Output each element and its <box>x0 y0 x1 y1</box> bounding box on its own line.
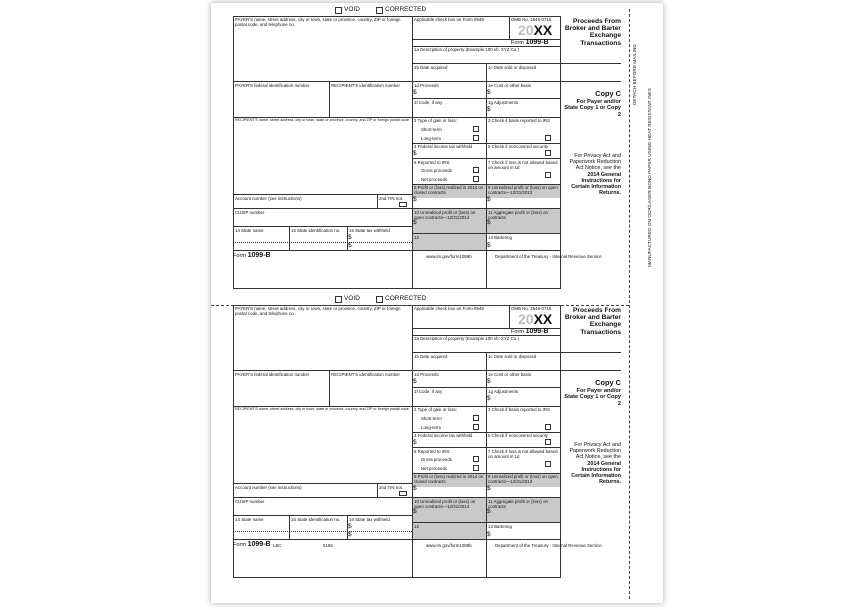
cusip-field[interactable] <box>234 215 411 225</box>
privacy-notice: For Privacy Act and Paperwork Reduction Act Notice, see the 2014 General Instructions for Certain Information Returns. <box>569 153 621 197</box>
void-checkbox[interactable] <box>335 296 342 303</box>
box-1e-label: 1e Cost or other basis <box>488 372 531 377</box>
payer-tin-field[interactable] <box>234 89 328 116</box>
lbc-label: LBC <box>273 543 282 548</box>
box-12-label: 12 <box>414 235 419 240</box>
omb-number: OMB No. 1545-0715 <box>511 17 552 22</box>
box-2-label: 2 Type of gain or loss: <box>414 118 457 123</box>
box-7-label: 7 Check if loss is not allowed based on amount in 1d <box>488 449 558 459</box>
box-5-checkbox[interactable] <box>545 439 551 445</box>
box-1b-field[interactable] <box>413 359 485 369</box>
box-10-label: 10 Unrealized profit or (loss) on open contracts—12/31/2014 <box>414 499 476 509</box>
box-7-checkbox[interactable] <box>545 461 551 467</box>
box-6-label: 6 Reported to IRS: <box>414 160 451 165</box>
gross-proceeds-label: Gross proceeds <box>421 457 452 462</box>
corrected-label: CORRECTED <box>385 295 427 302</box>
second-tin-checkbox[interactable] <box>399 491 407 496</box>
void-checkbox[interactable] <box>335 7 342 14</box>
net-proceeds-checkbox[interactable] <box>473 176 479 182</box>
footer-form-name: Form 1099-B <box>233 541 271 548</box>
form-sheet <box>211 3 663 603</box>
box-7-checkbox[interactable] <box>545 172 551 178</box>
box-1b-field[interactable] <box>413 70 485 80</box>
payer-tin-label: PAYER'S federal identification number <box>235 83 310 88</box>
form-name: Form 1099-B <box>511 39 549 46</box>
gross-proceeds-label: Gross proceeds <box>421 168 452 173</box>
box-3-label: 3 Check if basis reported to IRS <box>488 118 550 123</box>
department-label: Department of the Treasury - Internal Revenue Service <box>495 254 602 259</box>
box-7-label: 7 Check if loss is not allowed based on amount in 1d <box>488 160 558 170</box>
recipient-name-field[interactable] <box>234 124 411 194</box>
box-1d-label: 1d Proceeds <box>414 372 439 377</box>
net-proceeds-label: Net proceeds <box>421 177 448 182</box>
void-label: VOID <box>344 6 360 13</box>
department-label: Department of the Treasury - Internal Revenue Service <box>495 543 602 548</box>
box-1f-label: 1f Code, if any <box>414 100 443 105</box>
detach-note: DETACH BEFORE MAILING <box>632 44 637 105</box>
corrected-checkbox[interactable] <box>376 7 383 14</box>
box-11-label: 11 Aggregate profit or (loss) on contracts <box>488 210 548 220</box>
short-term-label: Short-term <box>421 416 442 421</box>
box-10-label: 10 Unrealized profit or (loss) on open contracts—12/31/2014 <box>414 210 476 220</box>
box-9-label: 9 Unrealized profit or (loss) on open contracts—12/31/2013 <box>488 185 558 195</box>
void-label: VOID <box>344 295 360 302</box>
footer-form-name: Form 1099-B <box>233 252 271 259</box>
irs-url: www.irs.gov/form1099b <box>426 543 472 548</box>
box-9-label: 9 Unrealized profit or (loss) on open contracts—12/31/2013 <box>488 474 558 484</box>
box-1c-label: 1c Date sold or disposed <box>488 354 537 359</box>
box-16-label: 16 State tax withheld <box>349 228 390 233</box>
recipient-tin-label: RECIPIENT'S identification number <box>331 83 400 88</box>
box-12-label: 12 <box>414 524 419 529</box>
box-15-label: 15 State identification no. <box>291 517 341 522</box>
account-number-label: Account number (see instructions) <box>235 485 302 490</box>
box-11-label: 11 Aggregate profit or (loss) on contracts <box>488 499 548 509</box>
form-title: Proceeds From Broker and Barter Exchange Transactions <box>564 307 621 336</box>
form-copy-2: VOID CORRECTED PAYER'S name, street address, city or town, state or province, country, ZIP or foreign postal code, and telephone no. Applicable check box on Form 8949 OMB No. 1545-0715 20XX Form 1099-B Proceeds From Broker and Barter Exchange Transactions 1a Description of property (Example 100 sh. XYZ Co.) 1b Date acquired 1c Date sold or disposed PAYER'S federal identification number RECIPIENT'S identification number 1d Proceeds $ 1e Cost or other basis $ Copy C For Payer and/or State Copy 1 or Copy 2 1f Code, if any 1g Adjustments $ RECIPIENT'S name, street address, city or town, state or province, country, and ZIP or foreign postal code 2 Type of gain or loss: Short-term Long-term 3 Check if basis reported to IRS 4 Federal income tax withheld $ 5 Check if noncovered security 6 Reported to IRS: Gross proceeds Net proceeds 7 Check if loss is not allowed based on amount in 1d For Privacy Act and Paperwork Reduction Act Notice, see the 2014 General Instructions for Certain Information Returns. 8 Profit or (loss) realized in 2014 on closed contracts $ 9 Unrealized profit or (loss) on open contracts—12/31/2013 $ Account number (see instructions) 2nd TIN not. CUSIP number 10 Unrealized profit or (loss) on open contracts—12/31/2014 $ 11 Aggregate profit or (loss) on contracts $ 14 State name 15 State identification no. 16 State tax withheld $ $ 12 13 Bartering $ Form 1099-B LBC 5155 www.irs.gov/form1099b Department of the Treasury - Internal Revenue Service <box>211 292 629 592</box>
second-tin-label: 2nd TIN not. <box>379 196 404 201</box>
short-term-checkbox[interactable] <box>473 126 479 132</box>
copy-subtitle: For Payer and/or State Copy 1 or Copy 2 <box>564 388 621 407</box>
box-14-label: 14 State name <box>235 517 264 522</box>
account-number-field[interactable] <box>234 201 376 207</box>
second-tin-label: 2nd TIN not. <box>379 485 404 490</box>
box-1g-label: 1g Adjustments <box>488 100 519 105</box>
box-1g-label: 1g Adjustments <box>488 389 519 394</box>
box-5-checkbox[interactable] <box>545 150 551 156</box>
box-3-label: 3 Check if basis reported to IRS <box>488 407 550 412</box>
detach-line-horizontal <box>211 305 629 306</box>
gross-proceeds-checkbox[interactable] <box>473 456 479 462</box>
long-term-checkbox[interactable] <box>473 424 479 430</box>
box-14-label: 14 State name <box>235 228 264 233</box>
payer-tin-field[interactable] <box>234 378 328 405</box>
cusip-field[interactable] <box>234 504 411 514</box>
box-1b-label: 1b Date acquired <box>414 65 448 70</box>
box-4-label: 4 Federal income tax withheld <box>414 144 473 149</box>
box-1a-field[interactable] <box>413 341 560 351</box>
box-16-label: 16 State tax withheld <box>349 517 390 522</box>
copy-subtitle: For Payer and/or State Copy 1 or Copy 2 <box>564 99 621 118</box>
corrected-checkbox[interactable] <box>376 296 383 303</box>
payer-name-label: PAYER'S name, street address, city or town, state or province, country, ZIP or foreign postal code, and telephone no. <box>235 17 401 27</box>
payer-tin-label: PAYER'S federal identification number <box>235 372 310 377</box>
copy-title: Copy C <box>595 378 621 387</box>
detach-line-vertical <box>629 9 630 599</box>
check-8949-field[interactable] <box>413 312 508 326</box>
tax-year: 20XX <box>518 22 553 38</box>
corrected-label: CORRECTED <box>385 6 427 13</box>
recipient-name-field[interactable] <box>234 413 411 483</box>
box-8-label: 8 Profit or (loss) realized in 2014 on closed contracts <box>414 474 484 484</box>
account-number-label: Account number (see instructions) <box>235 196 302 201</box>
recipient-tin-field[interactable] <box>330 89 411 116</box>
recipient-name-label: RECIPIENT'S name, street address, city or town, state or province, country, and ZIP or foreign postal code <box>235 407 409 411</box>
gross-proceeds-checkbox[interactable] <box>473 167 479 173</box>
box-1a-label: 1a Description of property (Example 100 sh. XYZ Co.) <box>414 336 519 341</box>
privacy-notice: For Privacy Act and Paperwork Reduction Act Notice, see the 2014 General Instructions for Certain Information Returns. <box>569 442 621 486</box>
box-1b-label: 1b Date acquired <box>414 354 448 359</box>
box-1c-field[interactable] <box>487 70 560 80</box>
box-1c-field[interactable] <box>487 359 560 369</box>
recipient-tin-label: RECIPIENT'S identification number <box>331 372 400 377</box>
box-1e-label: 1e Cost or other basis <box>488 83 531 88</box>
net-proceeds-checkbox[interactable] <box>473 465 479 471</box>
recipient-name-label: RECIPIENT'S name, street address, city or town, state or province, country, and ZIP or foreign postal code <box>235 118 409 122</box>
manufacturer-note: MANUFACTURED ON OCR/LASER BOND PAPER USING HEAT RESISTANT INKS <box>647 87 652 267</box>
short-term-checkbox[interactable] <box>473 415 479 421</box>
box-1a-field[interactable] <box>413 52 560 62</box>
box-4-label: 4 Federal income tax withheld <box>414 433 473 438</box>
copy-title: Copy C <box>595 89 621 98</box>
box-1c-label: 1c Date sold or disposed <box>488 65 537 70</box>
box-2-label: 2 Type of gain or loss: <box>414 407 457 412</box>
irs-url: www.irs.gov/form1099b <box>426 254 472 259</box>
omb-number: OMB No. 1545-0715 <box>511 306 552 311</box>
long-term-label: Long-term <box>421 136 442 141</box>
form-title: Proceeds From Broker and Barter Exchange Transactions <box>564 18 621 47</box>
box-13-label: 13 Bartering <box>488 235 512 240</box>
form-name: Form 1099-B <box>511 328 549 335</box>
check-8949-field[interactable] <box>413 23 508 37</box>
box-13-label: 13 Bartering <box>488 524 512 529</box>
account-number-field[interactable] <box>234 490 376 496</box>
box-1f-label: 1f Code, if any <box>414 389 443 394</box>
form-copy-1: VOID CORRECTED PAYER'S name, street address, city or town, state or province, country, ZIP or foreign postal code, and telephone no. Applicable check box on Form 8949 OMB No. 1545-0715 20XX Form 1099-B Proceeds From Broker and Barter Exchange Transactions 1a Description of property (Example 100 sh. XYZ Co.) 1b Date acquired 1c Date sold or disposed PAYER'S federal identification number RECIPIENT'S identification number 1d Proceeds $ 1e Cost or other basis $ Copy C For Payer and/or State Copy 1 or Copy 2 1f Code, if any 1g Adjustments $ RECIPIENT'S name, street address, city or town, state or province, country, and ZIP or foreign postal code 2 Type of gain or loss: Short-term Long-term 3 Check if basis reported to IRS 4 Federal income tax withheld $ 5 Check if noncovered security 6 Reported to IRS: Gross proceeds Net proceeds 7 Check if loss is not allowed based on amount in 1d For Privacy Act and Paperwork Reduction Act Notice, see the 2014 General Instructions for Certain Information Returns. 8 Profit or (loss) realized in 2014 on closed contracts $ 9 Unrealized profit or (loss) on open contracts—12/31/2013 $ Account number (see instructions) 2nd TIN not. CUSIP number 10 Unrealized profit or (loss) on open contracts—12/31/2014 $ 11 Aggregate profit or (loss) on contracts $ 14 State name 15 State identification no. 16 State tax withheld $ $ 12 13 Bartering $ Form 1099-B www.irs.gov/form1099b Department of the Treasury - Internal Revenue Service <box>211 3 629 303</box>
box-8-label: 8 Profit or (loss) realized in 2014 on closed contracts <box>414 185 484 195</box>
recipient-tin-field[interactable] <box>330 378 411 405</box>
box-1d-label: 1d Proceeds <box>414 83 439 88</box>
check-8949-label: Applicable check box on Form 8949 <box>414 306 484 311</box>
long-term-label: Long-term <box>421 425 442 430</box>
check-8949-label: Applicable check box on Form 8949 <box>414 17 484 22</box>
box-5-label: 5 Check if noncovered security <box>488 433 549 438</box>
payer-name-label: PAYER'S name, street address, city or town, state or province, country, ZIP or foreign postal code, and telephone no. <box>235 306 401 316</box>
tax-year: 20XX <box>518 311 553 327</box>
cusip-label: CUSIP number <box>235 210 265 215</box>
box-5-label: 5 Check if noncovered security <box>488 144 549 149</box>
net-proceeds-label: Net proceeds <box>421 466 448 471</box>
box-3-checkbox[interactable] <box>545 424 551 430</box>
long-term-checkbox[interactable] <box>473 135 479 141</box>
box-3-checkbox[interactable] <box>545 135 551 141</box>
box-1a-label: 1a Description of property (Example 100 sh. XYZ Co.) <box>414 47 519 52</box>
second-tin-checkbox[interactable] <box>399 202 407 207</box>
form-code: 5155 <box>323 543 333 548</box>
box-6-label: 6 Reported to IRS: <box>414 449 451 454</box>
box-15-label: 15 State identification no. <box>291 228 341 233</box>
cusip-label: CUSIP number <box>235 499 265 504</box>
short-term-label: Short-term <box>421 127 442 132</box>
